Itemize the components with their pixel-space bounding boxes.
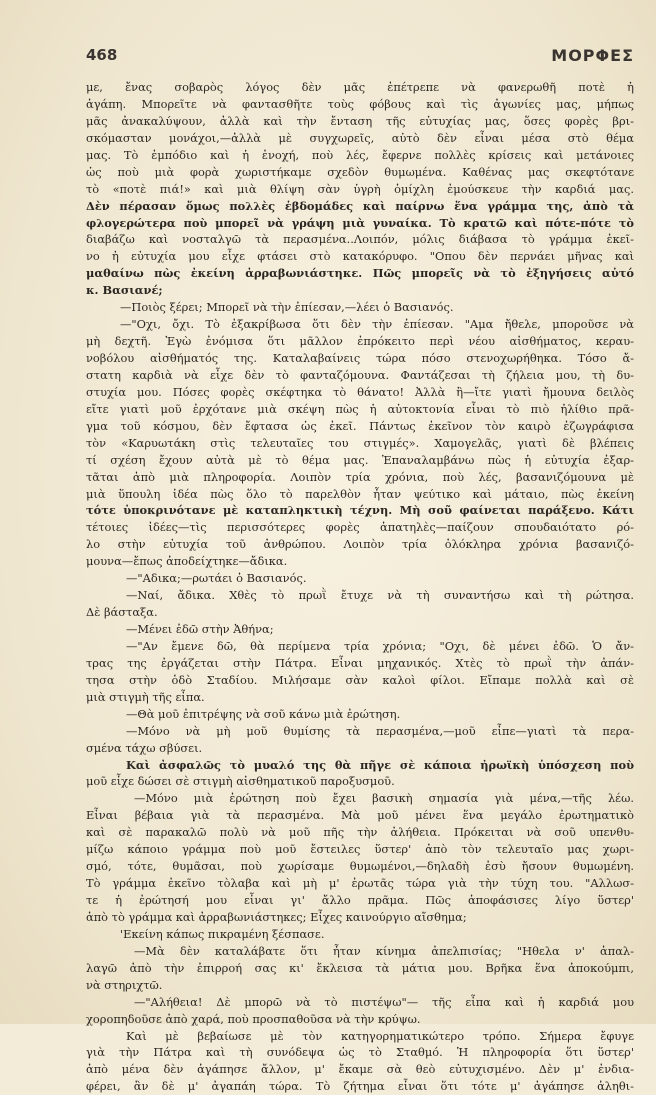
text-line: γιὰ τὴν Πάτρα καὶ τὴ συνόδεψα ὡς τὸ Σταθμό. Ἡ πληροφορία ὅτι ὕστερ': [86, 1045, 634, 1060]
text-line: μουνα—ἔπως ἀποδείχτηκε—ἄδικα.: [86, 554, 288, 569]
text-line: στατη καρδιὰ νὰ εἶχε δὲν τὸ φανταζόμουνα. Φαντάζεσαι τὴ ζήλεια μου, τὴ δυ-: [86, 367, 634, 382]
text-line: —"Αλήθεια! Δὲ μπορῶ νὰ τὸ πιστέψω"— τῆς εἶπα καὶ ἡ καρδιά μου: [134, 994, 634, 1009]
text-line: σκόμασταν μονάχοι,—ἀλλὰ μὲ συγχωρεῖς, αὐτὸ δὲν εἶναι μέσα στὸ θέμα: [86, 130, 634, 145]
text-line: φλογερώτερα ποὺ μπορεῖ νὰ γράψη μιὰ γυναίκα. Τὸ κρατῶ καὶ πότε-πότε τὸ: [86, 215, 634, 230]
text-line: τότε ὑποκρινότανε μὲ καταπληκτικὴ τέχνη. Μὴ σοῦ φαίνεται παράξενο. Κάτι: [86, 503, 634, 518]
text-line: Δὲν πέρασαν ὅμως πολλὲς ἑβδομάδες καὶ παίρνω ἕνα γράμμα της, ἀπὸ τὰ: [86, 198, 634, 213]
text-line: εἴτε γιατὶ μοῦ ἐρχότανε μιὰ σκέψη πὼς ἡ αὐτοκτονία εἶναι τὸ πιὸ ἠλίθιο πρᾶ-: [86, 401, 634, 416]
text-line: —"Αν ἔμενε δῶ, θὰ περίμενα τρία χρόνια; "Οχι, δὲ μένει ἐδῶ. Ὁ ἄν-: [126, 638, 634, 653]
text-line: —Μὰ δὲν καταλάβατε ὅτι ἦταν κίνημα ἀπελπισίας; "Ηθελα ν' ἀπαλ-: [134, 943, 634, 958]
text-line: Τὸ γράμμα ἐκεῖνο τὸλαβα καὶ μὴ μ' ἐρωτᾶς τώρα γιὰ τὴν τύχη του. "Αλλωσ-: [86, 876, 634, 891]
text-line: —"Οχι, ὄχι. Τὸ ἐξακρίβωσα ὅτι δὲν τὴν ἐπίεσαν. "Αμα ἤθελε, μποροῦσε νὰ: [120, 317, 634, 332]
page-number: 468: [86, 46, 118, 64]
text-line: ἀπὸ τὸ γράμμα καὶ ἀρραβωνιάστηκες; Εἶχες καινούργιο αἴσθημα;: [86, 909, 467, 924]
text-line: ἀπὸ μένα δὲν ἀγάπησε ἄλλον, μ' ἔκαμε σὰ θεὸ εὐτυχισμένο. Δὲν μ' ἐνδια-: [86, 1062, 634, 1077]
text-line: —Ποιὸς ξέρει; Μπορεῖ νὰ τὴν ἐπίεσαν,—λέει ὁ Βασιανός.: [120, 300, 454, 315]
text-line: Δὲ βάσταξα.: [86, 605, 158, 620]
text-line: τὸν «Καρυωτάκη στὶς τελευταῖες του στιγμές». Χαμογελᾶς, γιατὶ δὲ βλέπεις: [86, 435, 634, 450]
text-line: χοροπηδοῦσε ἀπὸ χαρά, ποὺ προσπαθοῦσα νὰ τὴν κρύψω.: [86, 1011, 421, 1026]
text-line: με, ἔνας σοβαρὸς λόγος δὲν μᾶς ἐπέτρεπε νὰ φανερωθῆ ποτὲ ἡ: [86, 80, 634, 94]
text-line: Καὶ ἀσφαλῶς τὸ μυαλό της θὰ πῆγε σὲ κάποια ἠρωϊκὴ ὑπόσχεση ποὺ: [126, 757, 634, 772]
text-line: μιὰ στιγμὴ τῆς εἶπα.: [86, 689, 205, 704]
text-line: μίζω κάποιο γράμμα ποὺ μοῦ ἔστειλες ὕστερ' ἀπὸ τὸν τελευταῖο μας χωρι-: [86, 842, 634, 857]
text-line: ἀγάπη. Μπορεῖτε νὰ φαντασθῆτε τοὺς φόβους καὶ τὶς ἀγωνίες μας, μήπως: [86, 96, 634, 111]
text-line: Εἶναι βέβαια γιὰ τὰ περασμένα. Μὰ μοῦ μένει ἕνα μεγάλο ἐρωτηματικὸ: [86, 808, 634, 823]
text-line: νο ἡ εὐτυχία μου εἶχε φτάσει στὸ κατακόρυφο. "Οπου δὲν περνάει μῆνας καὶ: [86, 249, 634, 264]
page-header: [86, 46, 634, 70]
text-line: φέρει, ἂν δὲ μ' ἀγαπάη τώρα. Τὸ ζήτημα εἶναι ὅτι τότε μ' ἀγάπησε ἀληθι-: [86, 1079, 634, 1094]
text-line: μοῦ εἶχε δώσει σὲ στιγμὴ αἰσθηματικοῦ παροξυσμοῦ.: [86, 774, 395, 789]
text-line: κ. Βασιανέ;: [86, 283, 163, 298]
running-title: ΜΟΡΦΕΣ: [551, 46, 634, 65]
text-line: νὰ στηριχτῶ.: [86, 977, 163, 992]
text-line: τε ἡ ἐρώτησή μου εἶναι γι' ἄλλο πρᾶμα. Πῶς ἀποφάσισες λίγο ὕστερ': [86, 893, 634, 907]
text-line: στυχία μου. Πόσες φορὲς σκέφτηκα τὸ θάνατο! Ἀλλὰ ἢ—ἴτε γιατὶ ἤμουνα δειλὸς: [86, 384, 634, 399]
text-body: [86, 79, 634, 1095]
text-line: —Μένει ἐδῶ στὴν Ἀθήνα;: [126, 622, 274, 636]
text-line: τέτοιες ἰδέες—τὶς περισσότερες φορὲς ἀπατηλὲς—παίζουν σπουδαιότατο ρό-: [86, 520, 634, 535]
text-line: —Ναί, ἄδικα. Χθὲς τὸ πρωῒ ἔτυχε νὰ τὴ συναντήσω καὶ τὴ ρώτησα.: [126, 588, 634, 603]
text-line: —Θὰ μοῦ ἐπιτρέψης νὰ σοῦ κάνω μιὰ ἐρώτηση.: [126, 706, 401, 721]
text-line: 'Εκείνη κάπως πικραμένη ξέσπασε.: [120, 926, 325, 941]
text-line: λαγῶ ἀπὸ τὴν ἐπιρροή σας κι' ἔκλεισα τὰ μάτια μου. Βρῆκα ἕνα ἀποκούμπι,: [86, 960, 634, 975]
text-line: τρας της ἐργάζεται στὴν Πάτρα. Εἶναι μηχανικός. Χτὲς τὸ πρωῒ τὴν ἀπάν-: [86, 655, 634, 670]
text-line: διαβάζω καὶ νοσταλγῶ τὰ περασμένα..Λοιπόν, μόλις διάβασα τὸ γράμμα ἐκεῖ-: [86, 232, 634, 247]
text-line: τί σχέση ἔχουν αὐτὰ μὲ τὸ θέμα μας. Ἐπαναλαμβάνω πὼς ἡ εὐτυχία ἐξαρ-: [86, 452, 634, 467]
text-line: —Μόνο μιὰ ἐρώτηση ποὺ ἔχει βασικὴ σημασία γιὰ μένα,—τῆς λέω.: [134, 791, 634, 806]
text-line: σμένα τάχω σβύσει.: [86, 740, 203, 755]
text-line: νοβόλου αἰσθήματός της. Καταλαβαίνεις τώρα πόσο στενοχωρήθηκα. Τόσο ἄ-: [86, 351, 634, 365]
text-line: μιὰ ὕπουλη ἰδέα πὼς ὅλο τὸ παρελθὸν ἦταν ψεύτικο καὶ μάταιο, πὼς ἐκείνη: [86, 486, 634, 501]
text-line: —"Αδικα;—ρωτάει ὁ Βασιανός.: [126, 571, 307, 586]
text-line: τησα στὴν ὁδὸ Σταδίου. Μιλήσαμε σὰν καλοὶ φίλοι. Εἴπαμε πολλὰ καὶ σὲ: [86, 672, 634, 687]
text-line: —Μόνο νὰ μὴ μοῦ θυμίσης τὰ περασμένα,—μοῦ εἶπε—γιατὶ τὰ περα-: [126, 723, 634, 738]
text-line: Καὶ μὲ βεβαίωσε μὲ τὸν κατηγορηματικώτερο τρόπο. Σήμερα ἔφυγε: [126, 1028, 634, 1043]
text-line: τὸ «ποτὲ πιά!» καὶ μιὰ θλίψη σὰν ὑγρὴ ὁμίχλη ἐμούσκευε τὴν καρδιά μας.: [86, 181, 634, 196]
text-line: τᾶται ἀπὸ μιὰ πληροφορία. Λοιπὸν τρία χρόνια, ποὺ λές, βασανιζόμουνα μὲ: [86, 469, 634, 484]
text-line: λο στὴν εὐτυχία τοῦ ἀνθρώπου. Λοιπὸν τρία ὁλόκληρα χρόνια βασανιζό-: [86, 537, 634, 552]
text-line: μᾶς ἀνακαλύψουν, ἀλλὰ καὶ τὴν ἔνταση τῆς εὐτυχίας μας, ὅσες φορὲς βρι-: [86, 113, 634, 128]
text-line: μὴ δεχτῆ. Ἐγὼ ἐνόμισα ὅτι μᾶλλον ἐπρόκειτο περὶ νέου αἰσθήματος, κεραυ-: [86, 334, 634, 349]
text-line: ὡς ποὺ μιὰ φορὰ χωριστήκαμε σχεδὸν θυμωμένα. Καθένας μας σκεφτότανε: [86, 164, 634, 179]
text-line: σμό, τότε, θυμᾶσαι, ποὺ χωρίσαμε θυμωμένοι,—δηλαδὴ ἐσὺ ἤσουν θυμωμένη.: [86, 859, 634, 874]
text-line: μας. Τὸ ἐμπόδιο καὶ ἡ ἐνοχή, ποὺ λές, ἔφερνε πολλὲς κρίσεις καὶ μετάνοιες: [86, 147, 634, 162]
text-line: μαθαίνω πὼς ἐκείνη ἀρραβωνιάστηκε. Πῶς μπορεῖς νὰ τὸ ἐξηγήσεις αὐτό: [86, 266, 634, 281]
text-line: καὶ σὲ παρακαλῶ πολὺ νὰ μοῦ πῆς τὴν ἀλήθεια. Πρόκειται νὰ σοῦ υπενθυ-: [86, 825, 634, 840]
text-line: γμα τοῦ κόσμου, δὲν ἔφτασα ὡς ἐκεῖ. Πάντως ἐκεῖνον τὸν καιρὸ ἐζωγράφισα: [86, 418, 634, 433]
